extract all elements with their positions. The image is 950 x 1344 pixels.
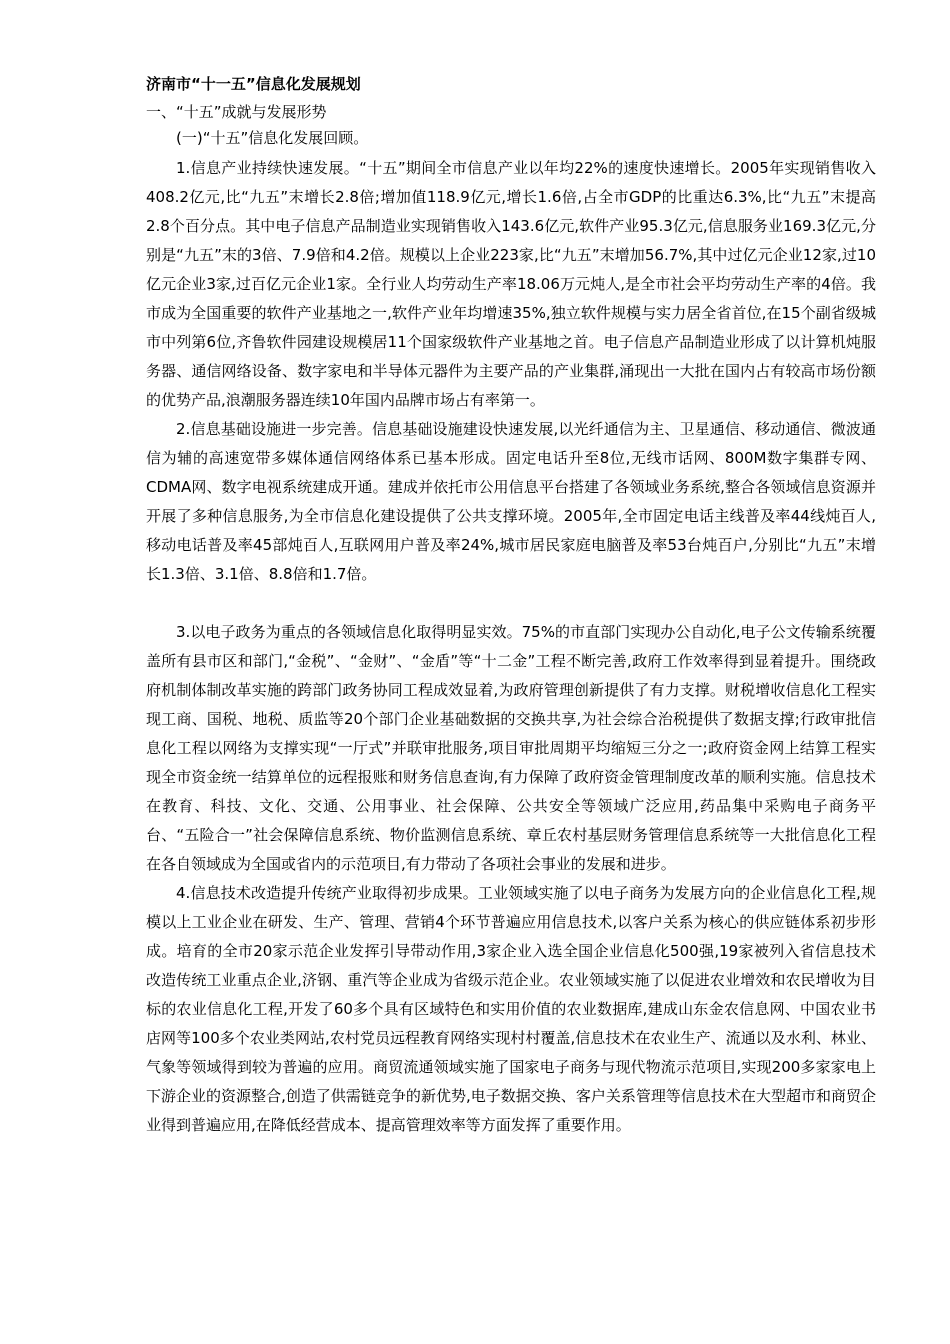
section-heading: 一、“十五”成就与发展形势 — [146, 103, 327, 121]
subsection-heading: (一)“十五”信息化发展回顾。 — [176, 129, 369, 147]
document-page — [146, 72, 876, 1140]
document-title: 济南市“十一五”信息化发展规划 — [146, 75, 361, 93]
paragraph-1: 1.信息产业持续快速发展。“十五”期间全市信息产业以年均22%的速度快速增长。2005年实现销售收入408.2亿元,比“九五”末增长2.8倍;增加值118.9亿元,增长1.6倍,占全市GDP的比重达6.3%,比“九五”末提高2.8个百分点。其中电子信息产品制造业实现销售收入143.6亿元,软件产业95.3亿元,信息服务业169.3亿元,分别是“九五”末的3倍、7.9倍和4.2倍。规模以上企业223家,比“九五”末增加56.7%,其中过亿元企业12家,过10亿元企业3家,过百亿元企业1家。全行业人均劳动生产率18.06万元炖人,是全市社会平均劳动生产率的4倍。我市成为全国重要的软件产业基地之一,软件产业年均增速35%,独立软件规模与实力居全省首位,在15个副省级城市中列第6位,齐鲁软件园建设规模居11个国家级软件产业基地之首。电子信息产品制造业形成了以计算机炖服务器、通信网络设备、数字家电和半导体元器件为主要产品的产业集群,涌现出一大批在国内占有较高市场份额的优势产品,浪潮服务器连续10年国内品牌市场占有率第一。 — [146, 159, 876, 409]
paragraph-gap — [146, 589, 876, 618]
paragraph-2: 2.信息基础设施进一步完善。信息基础设施建设快速发展,以光纤通信为主、卫星通信、移动通信、微波通信为辅的高速宽带多媒体通信网络体系已基本形成。固定电话升至8位,无线市话网、800M数字集群专网、CDMA网、数字电视系统建成开通。建成并依托市公用信息平台搭建了各领域业务系统,整合各领域信息资源并开展了多种信息服务,为全市信息化建设提供了公共支撑环境。2005年,全市固定电话主线普及率44线炖百人,移动电话普及率45部炖百人,互联网用户普及率24%,城市居民家庭电脑普及率53台炖百户,分别比“九五”末增长1.3倍、3.1倍、8.8倍和1.7倍。 — [146, 420, 876, 583]
paragraph-4: 4.信息技术改造提升传统产业取得初步成果。工业领域实施了以电子商务为发展方向的企业信息化工程,规模以上工业企业在研发、生产、管理、营销4个环节普遍应用信息技术,以客户关系为核心的供应链体系初步形成。培育的全市20家示范企业发挥引导带动作用,3家企业入选全国企业信息化500强,19家被列入省信息技术改造传统工业重点企业,济钢、重汽等企业成为省级示范企业。农业领域实施了以促进农业增效和农民增收为目标的农业信息化工程,开发了60多个具有区域特色和实用价值的农业数据库,建成山东金农信息网、中国农业书店网等100多个农业类网站,农村党员远程教育网络实现村村覆盖,信息技术在农业生产、流通以及水利、林业、气象等领域得到较为普遍的应用。商贸流通领域实施了国家电子商务与现代物流示范项目,实现200多家家电上下游企业的资源整合,创造了供需链竞争的新优势,电子数据交换、客户关系管理等信息技术在大型超市和商贸企业得到普遍应用,在降低经营成本、提高管理效率等方面发挥了重要作用。 — [146, 884, 876, 1134]
paragraph-3: 3.以电子政务为重点的各领域信息化取得明显实效。75%的市直部门实现办公自动化,电子公文传输系统覆盖所有县市区和部门,“金税”、“金财”、“金盾”等“十二金”工程不断完善,政府工作效率得到显着提升。围绕政府机制体制改革实施的跨部门政务协同工程成效显着,为政府管理创新提供了有力支撑。财税增收信息化工程实现工商、国税、地税、质监等20个部门企业基础数据的交换共享,为社会综合治税提供了数据支撑;行政审批信息化工程以网络为支撑实现“一厅式”并联审批服务,项目审批周期平均缩短三分之一;政府资金网上结算工程实现全市资金统一结算单位的远程报账和财务信息查询,有力保障了政府资金管理制度改革的顺利实施。信息技术在教育、科技、文化、交通、公用事业、社会保障、公共安全等领域广泛应用,药品集中采购电子商务平台、“五险合一”社会保障信息系统、物价监测信息系统、章丘农村基层财务管理信息系统等一大批信息化工程在各自领域成为全国或省内的示范项目,有力带动了各项社会事业的发展和进步。 — [146, 623, 876, 873]
